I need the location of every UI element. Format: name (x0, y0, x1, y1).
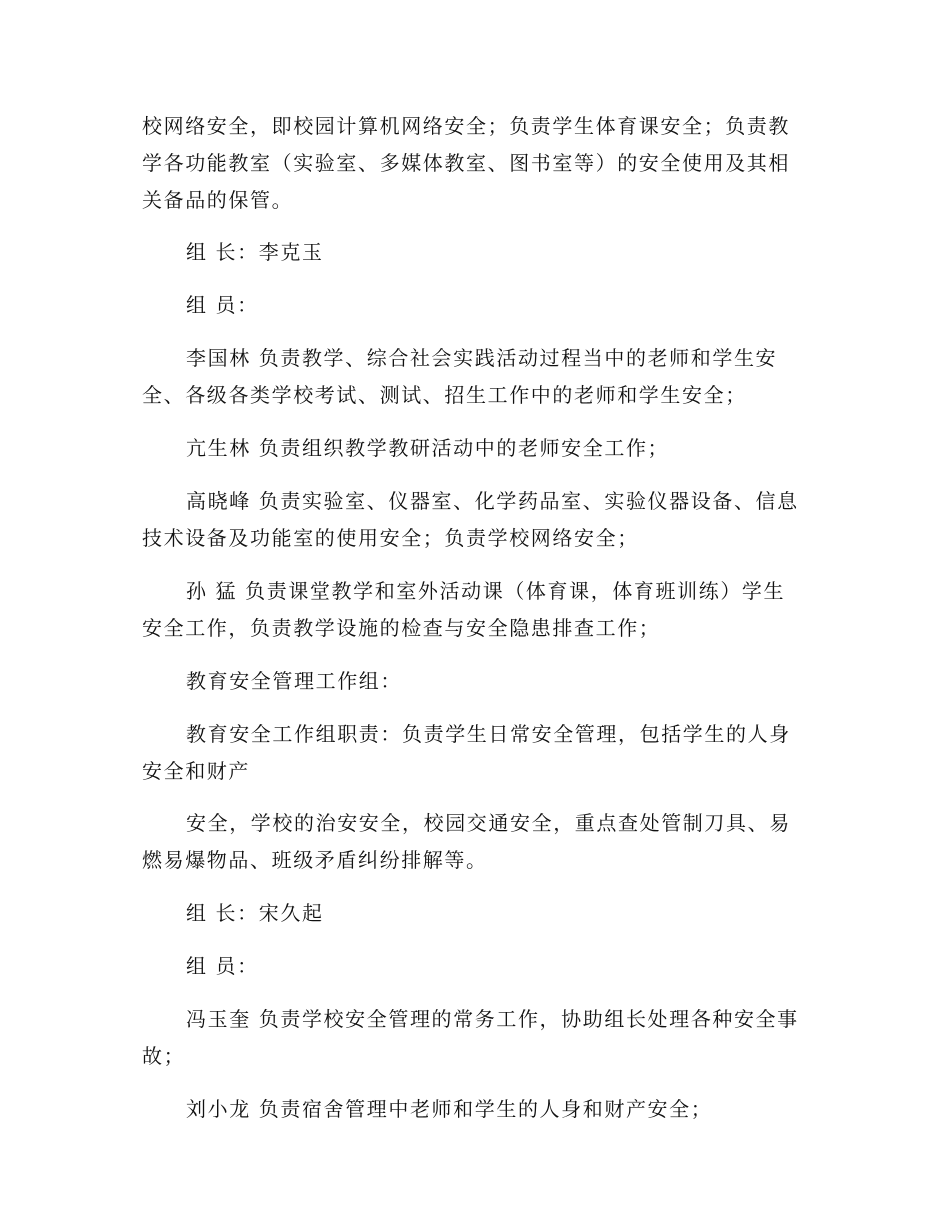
member-duty-line: 李国林 负责教学、综合社会实践活动过程当中的老师和学生安 (186, 346, 778, 370)
group-leader-line: 组 长：李克玉 (186, 240, 324, 264)
member-duty-line: 故； (142, 1044, 186, 1068)
body-text-line: 燃易爆物品、班级矛盾纠纷排解等。 (142, 848, 488, 872)
body-text-line: 安全和财产 (142, 759, 250, 783)
member-duty-line: 刘小龙 负责宿舍管理中老师和学生的人身和财产安全； (186, 1097, 713, 1121)
body-text-line: 教育安全工作组职责：负责学生日常安全管理，包括学生的人身 (186, 722, 791, 746)
member-duty-line: 冯玉奎 负责学校安全管理的常务工作，协助组长处理各种安全事 (186, 1007, 799, 1031)
body-text-line: 校网络安全，即校园计算机网络安全；负责学生体育课安全；负责教 (142, 114, 790, 138)
body-text-line: 学各功能教室（实验室、多媒体教室、图书室等）的安全使用及其相 (142, 151, 790, 175)
member-duty-line: 技术设备及功能室的使用安全；负责学校网络安全； (142, 526, 639, 550)
section-heading: 教育安全管理工作组： (186, 669, 402, 693)
member-duty-line: 孙 猛 负责课堂教学和室外活动课（体育课，体育班训练）学生 (186, 579, 786, 603)
member-duty-line: 高晓峰 负责实验室、仪器室、化学药品室、实验仪器设备、信息 (186, 489, 799, 513)
member-duty-line: 全、各级各类学校考试、测试、招生工作中的老师和学生安全； (142, 383, 747, 407)
group-members-label: 组 员： (186, 954, 259, 978)
member-duty-line: 安全工作，负责教学设施的检查与安全隐患排查工作； (142, 616, 661, 640)
body-text-line: 安全，学校的治安安全，校园交通安全，重点查处管制刀具、易 (186, 811, 791, 835)
member-duty-line: 亢生林 负责组织教学教研活动中的老师安全工作； (186, 436, 670, 460)
body-text-line: 关备品的保管。 (142, 188, 294, 212)
group-leader-line: 组 长：宋久起 (186, 901, 324, 925)
group-members-label: 组 员： (186, 293, 259, 317)
